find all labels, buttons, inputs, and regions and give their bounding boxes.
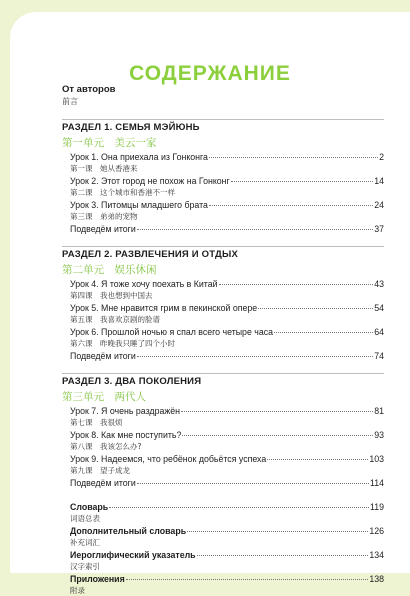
review-label: Подведём итоги: [70, 224, 136, 234]
lesson-entry: [62, 454, 384, 464]
lesson-label: Урок 1. Она приехала из Гонконга: [70, 152, 208, 162]
lesson-entry: [62, 200, 384, 210]
appendix-entry: [62, 502, 384, 512]
page-number: 93: [374, 430, 384, 440]
appendix-entry: [62, 574, 384, 584]
lesson-entry: [62, 176, 384, 186]
appendix-zh: 附录: [70, 586, 85, 595]
page-number: 114: [369, 478, 384, 488]
review-label: Подведём итоги: [70, 478, 136, 488]
section-divider: [62, 373, 384, 387]
lesson-zh: 第六课 昨晚我只睡了四个小时: [70, 339, 175, 348]
section-3: [62, 373, 384, 488]
page-number: 126: [369, 526, 384, 536]
lesson-label: Урок 9. Надеемся, что ребёнок добьётся успеха: [70, 454, 267, 464]
section-1: [62, 119, 384, 234]
dot-leader: [137, 356, 373, 357]
section-title: РАЗДЕЛ 1. СЕМЬЯ МЭЙЮНЬ: [62, 122, 200, 133]
unit-title: 第一单元 美云一家: [62, 137, 157, 149]
dot-leader: [274, 332, 373, 333]
lesson-entry: [62, 152, 384, 162]
review-label: Подведём итоги: [70, 351, 136, 361]
page-number: 134: [369, 550, 384, 560]
dot-leader: [137, 229, 373, 230]
lesson-entry: [62, 303, 384, 313]
dot-leader: [182, 435, 373, 436]
lesson-entry: [62, 406, 384, 416]
page-title: СОДЕРЖАНИЕ: [129, 62, 291, 85]
appendix-label: Словарь: [70, 502, 109, 512]
lesson-zh: 第九课 望子成龙: [70, 466, 130, 475]
appendix-list: [62, 502, 384, 596]
page-number: 64: [374, 327, 384, 337]
lesson-label: Урок 4. Я тоже хочу поехать в Китай: [70, 279, 218, 289]
dot-leader: [109, 507, 369, 508]
page-number: 103: [369, 454, 384, 464]
dot-leader: [219, 284, 374, 285]
dot-leader: [126, 579, 369, 580]
review-entry: [62, 351, 384, 361]
page-number: 138: [369, 574, 384, 584]
lesson-zh: 第四课 我也想到中国去: [70, 291, 153, 300]
dot-leader: [181, 411, 373, 412]
lesson-label: Урок 3. Питомцы младшего брата: [70, 200, 208, 210]
appendix-label: Приложения: [70, 574, 125, 584]
dot-leader: [209, 157, 378, 158]
page-number: 14: [374, 176, 384, 186]
appendix-zh: 词语总表: [70, 514, 100, 523]
lesson-zh: 第一课 她从香港来: [70, 164, 138, 173]
page-number: 81: [374, 406, 384, 416]
lesson-entry: [62, 430, 384, 440]
lesson-label: Урок 2. Этот город не похож на Гонконг: [70, 176, 230, 186]
page-number: 54: [374, 303, 384, 313]
page-number: 119: [369, 502, 384, 512]
toc-content: [62, 84, 384, 596]
section-title: РАЗДЕЛ 3. ДВА ПОКОЛЕНИЯ: [62, 376, 202, 387]
dot-leader: [197, 555, 369, 556]
appendix-zh: 补充词汇: [70, 538, 100, 547]
lesson-label: Урок 8. Как мне поступить?: [70, 430, 182, 440]
page-number: 2: [379, 152, 384, 162]
lesson-label: Урок 6. Прошлой ночью я спал всего четыре часа: [70, 327, 274, 337]
lesson-entry: [62, 327, 384, 337]
lesson-zh: 第二课 这个城市和香港不一样: [70, 188, 175, 197]
authors-label: От авторов: [62, 84, 116, 95]
page-number: 43: [374, 279, 384, 289]
dot-leader: [209, 205, 373, 206]
section-divider: [62, 119, 384, 133]
lesson-zh: 第八课 我该怎么办?: [70, 442, 142, 451]
lesson-zh: 第五课 我喜欢京剧的脸谱: [70, 315, 160, 324]
dot-leader: [187, 531, 368, 532]
lesson-label: Урок 5. Мне нравится грим в пекинской опере: [70, 303, 258, 313]
book-page: [10, 12, 410, 595]
section-title: РАЗДЕЛ 2. РАЗВЛЕЧЕНИЯ И ОТДЫХ: [62, 249, 239, 260]
lesson-zh: 第七课 我很烦: [70, 418, 123, 427]
dot-leader: [258, 308, 373, 309]
lesson-zh: 第三课 弟弟的宠物: [70, 212, 138, 221]
authors-zh: 前言: [62, 97, 78, 106]
appendix-label: Иероглифический указатель: [70, 550, 196, 560]
review-entry: [62, 478, 384, 488]
unit-title: 第二单元 娱乐休闲: [62, 264, 157, 276]
appendix-entry: [62, 550, 384, 560]
review-entry: [62, 224, 384, 234]
section-2: [62, 246, 384, 361]
section-divider: [62, 246, 384, 260]
dot-leader: [231, 181, 373, 182]
appendix-label: Дополнительный словарь: [70, 526, 187, 536]
unit-title: 第三单元 两代人: [62, 391, 146, 403]
appendix-zh: 汉字索引: [70, 562, 100, 571]
dot-leader: [267, 459, 368, 460]
dot-leader: [137, 483, 369, 484]
page-number: 37: [374, 224, 384, 234]
lesson-entry: [62, 279, 384, 289]
page-number: 74: [374, 351, 384, 361]
page-number: 24: [374, 200, 384, 210]
appendix-entry: [62, 526, 384, 536]
lesson-label: Урок 7. Я очень раздражён: [70, 406, 180, 416]
